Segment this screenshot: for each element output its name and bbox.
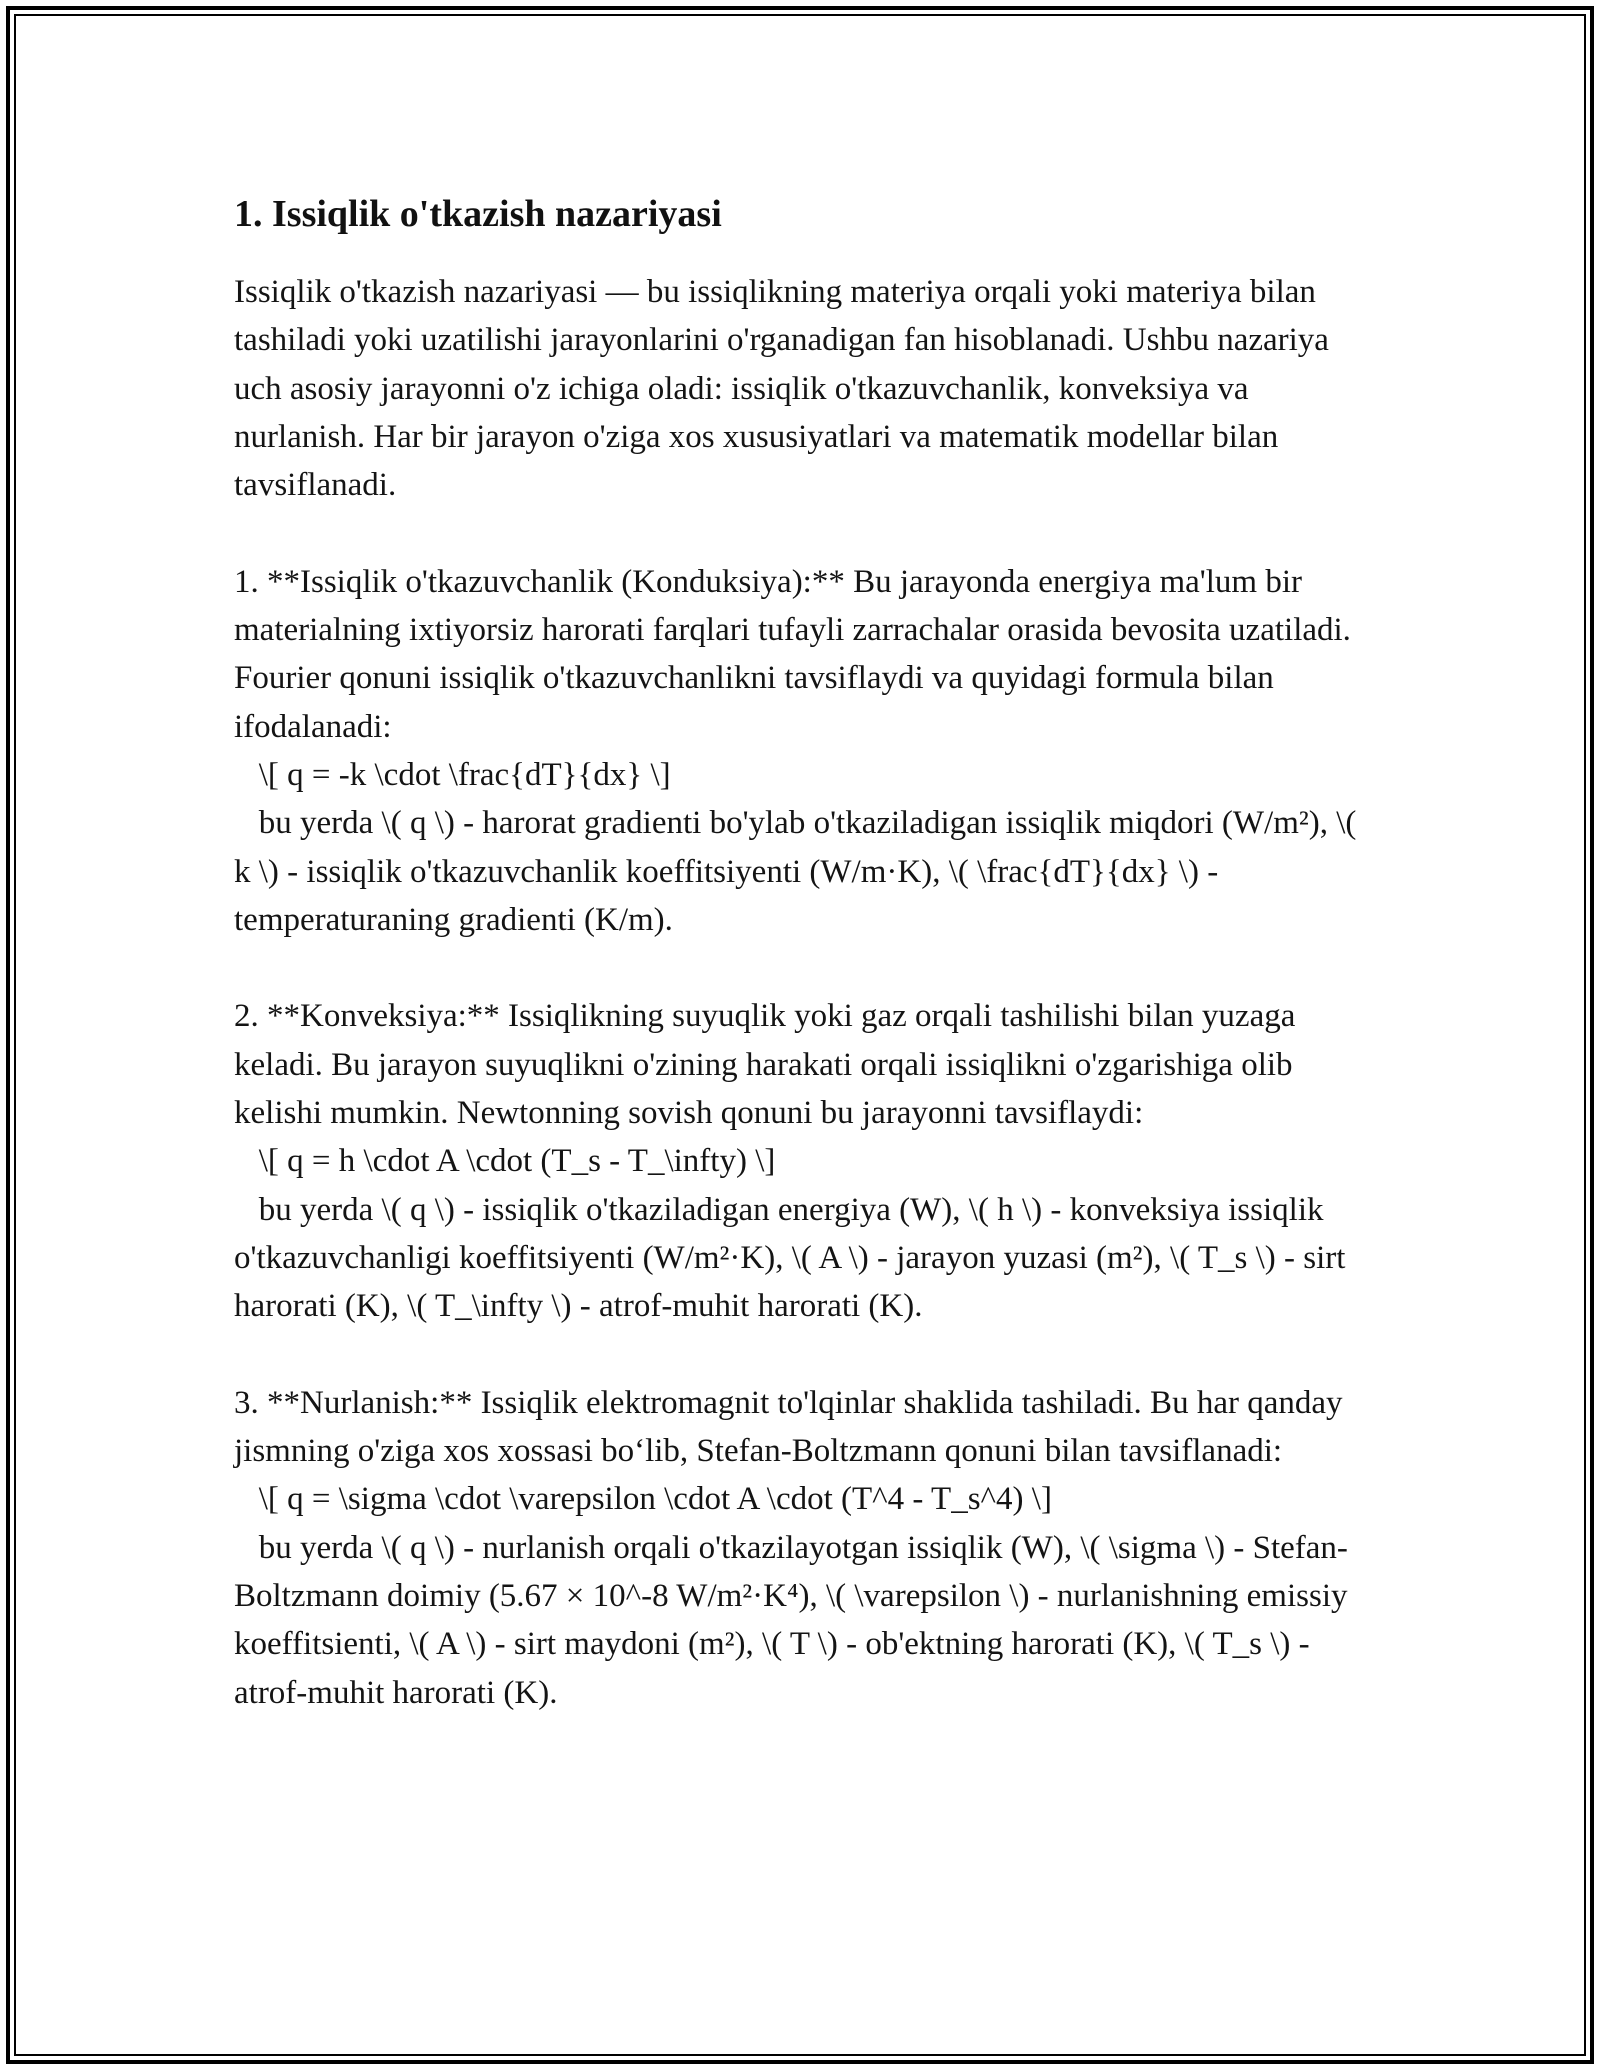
radiation-paragraph: 3. **Nurlanish:** Issiqlik elektromagnit to'lqinlar shaklida tashiladi. Bu har qanday jismning o'ziga xos xossasi bo‘lib, Stefan-Boltzmann qonuni bilan tavsiflanadi: \[ q = \sigma \cdot \varepsilon \cdot A \cdot (T^4 - T_s^4) \] bu yerda \( q \) - nurlanish orqali o'tkazilayotgan issiqlik (W), \( \sigma \) - Stefan-Boltzmann doimiy (5.67 × 10^-8 W/m²·K⁴), \( \varepsilon \) - nurlanishning emissiy koeffitsienti, \( A \) - sirt maydoni (m²), \( T \) - ob'ektning harorati (K), \( T_s \) - atrof-muhit harorati (K). [234,1384,1348,1711]
section-title: 1. Issiqlik o'tkazish nazariyasi [234,193,722,235]
conduction-paragraph: 1. **Issiqlik o'tkazuvchanlik (Konduksiya):** Bu jarayonda energiya ma'lum bir materialning ixtiyorsiz harorati farqlari tufayli zarrachalar orasida bevosita uzatiladi. Fourier qonuni issiqlik o'tkazuvchanlikni tavsiflaydi va quyidagi formula bilan ifodalanadi: \[ q = -k \cdot \frac{dT}{dx} \] bu yerda \( q \) - harorat gradienti bo'ylab o'tkaziladigan issiqlik miqdori (W/m²), \( k \) - issiqlik o'tkazuvchanlik koeffitsiyenti (W/m·K), \( \frac{dT}{dx} \) - temperaturaning gradienti (K/m). [234,563,1357,938]
document-body [234,186,1374,1717]
convection-paragraph: 2. **Konveksiya:** Issiqlikning suyuqlik yoki gaz orqali tashilishi bilan yuzaga keladi. Bu jarayon suyuqlikni o'zining harakati orqali issiqlikni o'zgarishiga olib kelishi mumkin. Newtonning sovish qonuni bu jarayonni tavsiflaydi: \[ q = h \cdot A \cdot (T_s - T_\infty) \] bu yerda \( q \) - issiqlik o'tkaziladigan energiya (W), \( h \) - konveksiya issiqlik o'tkazuvchanligi koeffitsiyenti (W/m²·K), \( A \) - jarayon yuzasi (m²), \( T_s \) - sirt harorati (K), \( T_\infty \) - atrof-muhit harorati (K). [234,998,1346,1325]
intro-paragraph: Issiqlik o'tkazish nazariyasi — bu issiqlikning materiya orqali yoki materiya bilan tashiladi yoki uzatilishi jarayonlarini o'rganadigan fan hisoblanadi. Ushbu nazariya uch asosiy jarayonni o'z ichiga oladi: issiqlik o'tkazuvchanlik, konveksiya va nurlanish. Har bir jarayon o'ziga xos xususiyatlari va matematik modellar bilan tavsiflanadi. [234,274,1338,504]
